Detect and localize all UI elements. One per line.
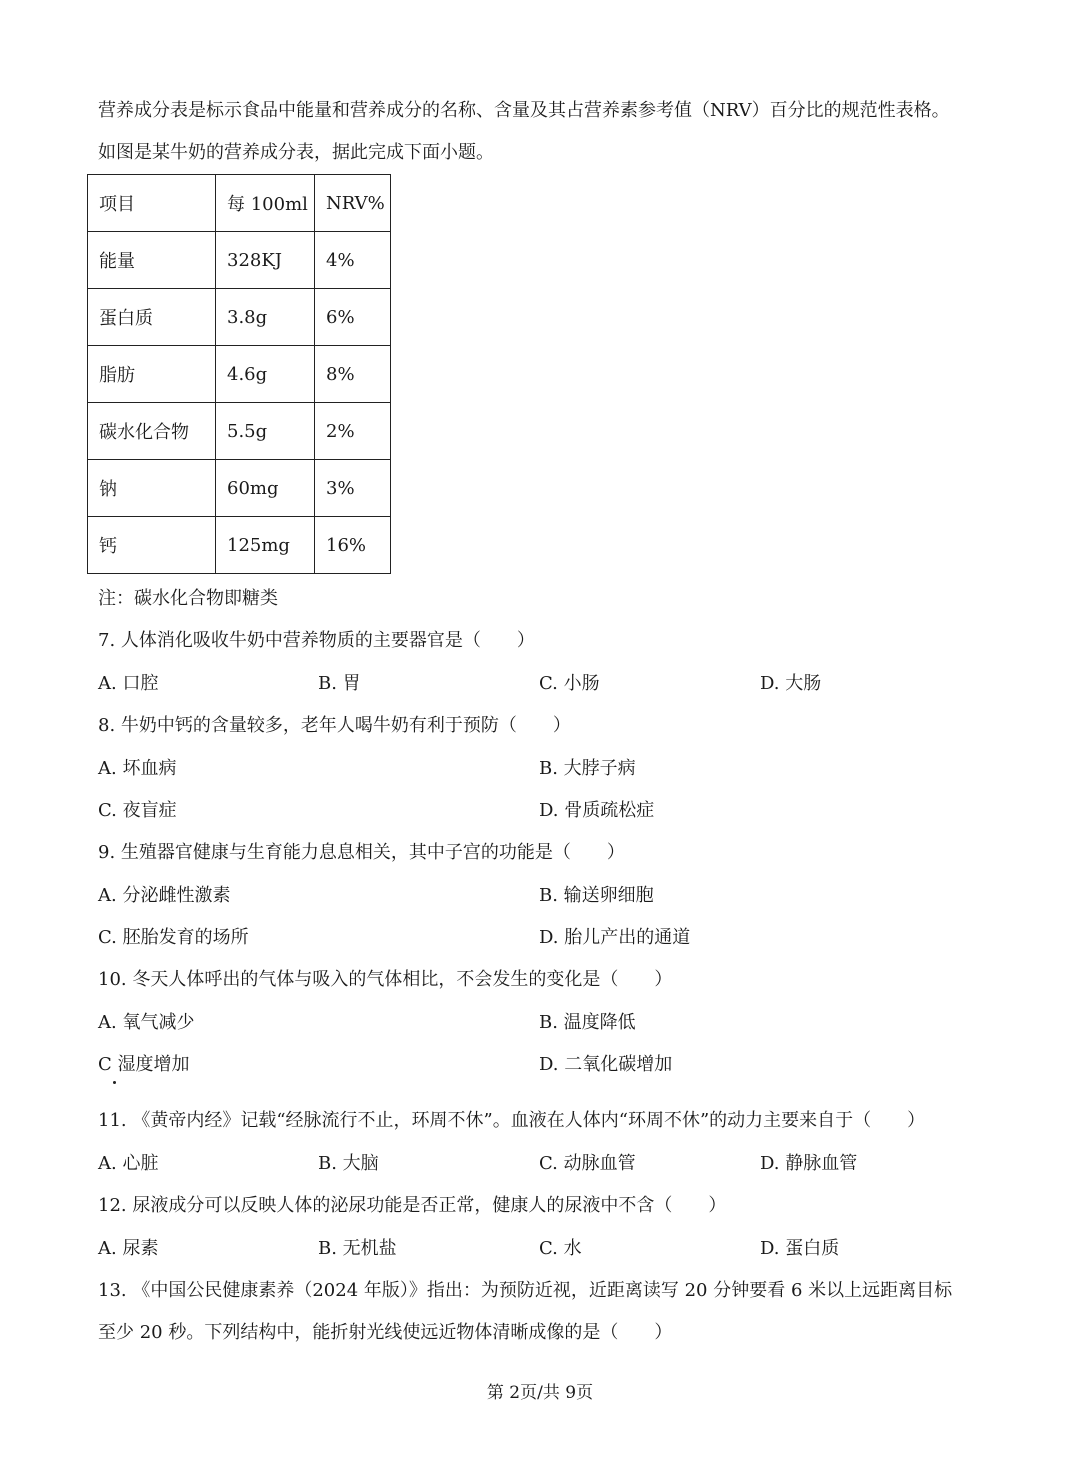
table-note: 注：碳水化合物即糖类: [98, 588, 278, 609]
question-11-option-b: B. 大脑: [318, 1153, 379, 1174]
table-row: [88, 460, 391, 517]
question-11-option-d: D. 静脉血管: [760, 1153, 858, 1174]
question-12-option-b: B. 无机盐: [318, 1238, 397, 1259]
question-12-option-a: A. 尿素: [98, 1238, 159, 1259]
table-cell: 蛋白质: [88, 289, 216, 346]
question-12-option-c: C. 水: [539, 1238, 582, 1259]
question-9-option-d: D. 胎儿产出的通道: [539, 927, 691, 948]
table-header-cell: 项目: [88, 175, 216, 232]
page-number-footer: 第 2页/共 9页: [486, 1383, 594, 1403]
intro-line-1: 营养成分表是标示食品中能量和营养成分的名称、含量及其占营养素参考值（NRV）百分比的规范性表格。: [98, 100, 950, 121]
nutrition-table: [87, 174, 391, 574]
question-9-option-b: B. 输送卵细胞: [539, 885, 654, 906]
question-7-option-a: A. 口腔: [98, 673, 159, 694]
table-header-cell: NRV%: [315, 175, 391, 232]
table-cell: 2%: [315, 403, 391, 460]
table-cell: 4.6g: [216, 346, 315, 403]
question-8-option-d: D. 骨质疏松症: [539, 800, 655, 821]
table-cell: 125mg: [216, 517, 315, 574]
table-header-row: [88, 175, 391, 232]
intro-line-2: 如图是某牛奶的营养成分表，据此完成下面小题。: [98, 142, 494, 163]
question-10-stem: 10. 冬天人体呼出的气体与吸入的气体相比，不会发生的变化是（ ）: [98, 969, 673, 990]
table-cell: 钙: [88, 517, 216, 574]
question-10-option-b: B. 温度降低: [539, 1012, 636, 1033]
question-13-stem-line-2: 至少 20 秒。下列结构中，能折射光线使远近物体清晰成像的是（ ）: [98, 1322, 673, 1343]
table-row: [88, 289, 391, 346]
question-7-stem: 7. 人体消化吸收牛奶中营养物质的主要器官是（ ）: [98, 630, 535, 651]
question-10-option-c: C 湿度增加: [98, 1054, 190, 1075]
question-9-stem: 9. 生殖器官健康与生育能力息息相关，其中子宫的功能是（ ）: [98, 842, 625, 863]
question-7-option-c: C. 小肠: [539, 673, 600, 694]
question-7-option-d: D. 大肠: [760, 673, 822, 694]
table-cell: 3%: [315, 460, 391, 517]
table-cell: 脂肪: [88, 346, 216, 403]
question-7-option-b: B. 胃: [318, 673, 361, 694]
question-9-option-a: A. 分泌雌性激素: [98, 885, 231, 906]
question-8-option-b: B. 大脖子病: [539, 758, 636, 779]
question-11-stem: 11. 《黄帝内经》记载“经脉流行不止，环周不休”。血液在人体内“环周不休”的动力主要来自于（ ）: [98, 1110, 926, 1131]
question-10-option-a: A. 氧气减少: [98, 1012, 195, 1033]
table-cell: 碳水化合物: [88, 403, 216, 460]
table-row: [88, 403, 391, 460]
question-12-option-d: D. 蛋白质: [760, 1238, 840, 1259]
table-cell: 8%: [315, 346, 391, 403]
table-row: [88, 346, 391, 403]
table-cell: 328KJ: [216, 232, 315, 289]
table-cell: 6%: [315, 289, 391, 346]
table-cell: 钠: [88, 460, 216, 517]
table-cell: 3.8g: [216, 289, 315, 346]
question-9-option-c: C. 胚胎发育的场所: [98, 927, 249, 948]
table-cell: 5.5g: [216, 403, 315, 460]
table-row: [88, 517, 391, 574]
question-10-option-d: D. 二氧化碳增加: [539, 1054, 673, 1075]
question-13-stem-line-1: 13. 《中国公民健康素养（2024 年版）》指出：为预防近视，近距离读写 20 分钟要看 6 米以上远距离目标: [98, 1280, 953, 1301]
table-header-cell: 每 100ml: [216, 175, 315, 232]
table-cell: 能量: [88, 232, 216, 289]
stray-dot: [113, 1081, 116, 1084]
question-11-option-c: C. 动脉血管: [539, 1153, 636, 1174]
question-12-stem: 12. 尿液成分可以反映人体的泌尿功能是否正常，健康人的尿液中不含（ ）: [98, 1195, 727, 1216]
question-11-option-a: A. 心脏: [98, 1153, 159, 1174]
question-8-stem: 8. 牛奶中钙的含量较多，老年人喝牛奶有利于预防（ ）: [98, 715, 571, 736]
question-8-option-c: C. 夜盲症: [98, 800, 177, 821]
table-cell: 4%: [315, 232, 391, 289]
table-cell: 16%: [315, 517, 391, 574]
table-row: [88, 232, 391, 289]
question-8-option-a: A. 坏血病: [98, 758, 177, 779]
table-cell: 60mg: [216, 460, 315, 517]
